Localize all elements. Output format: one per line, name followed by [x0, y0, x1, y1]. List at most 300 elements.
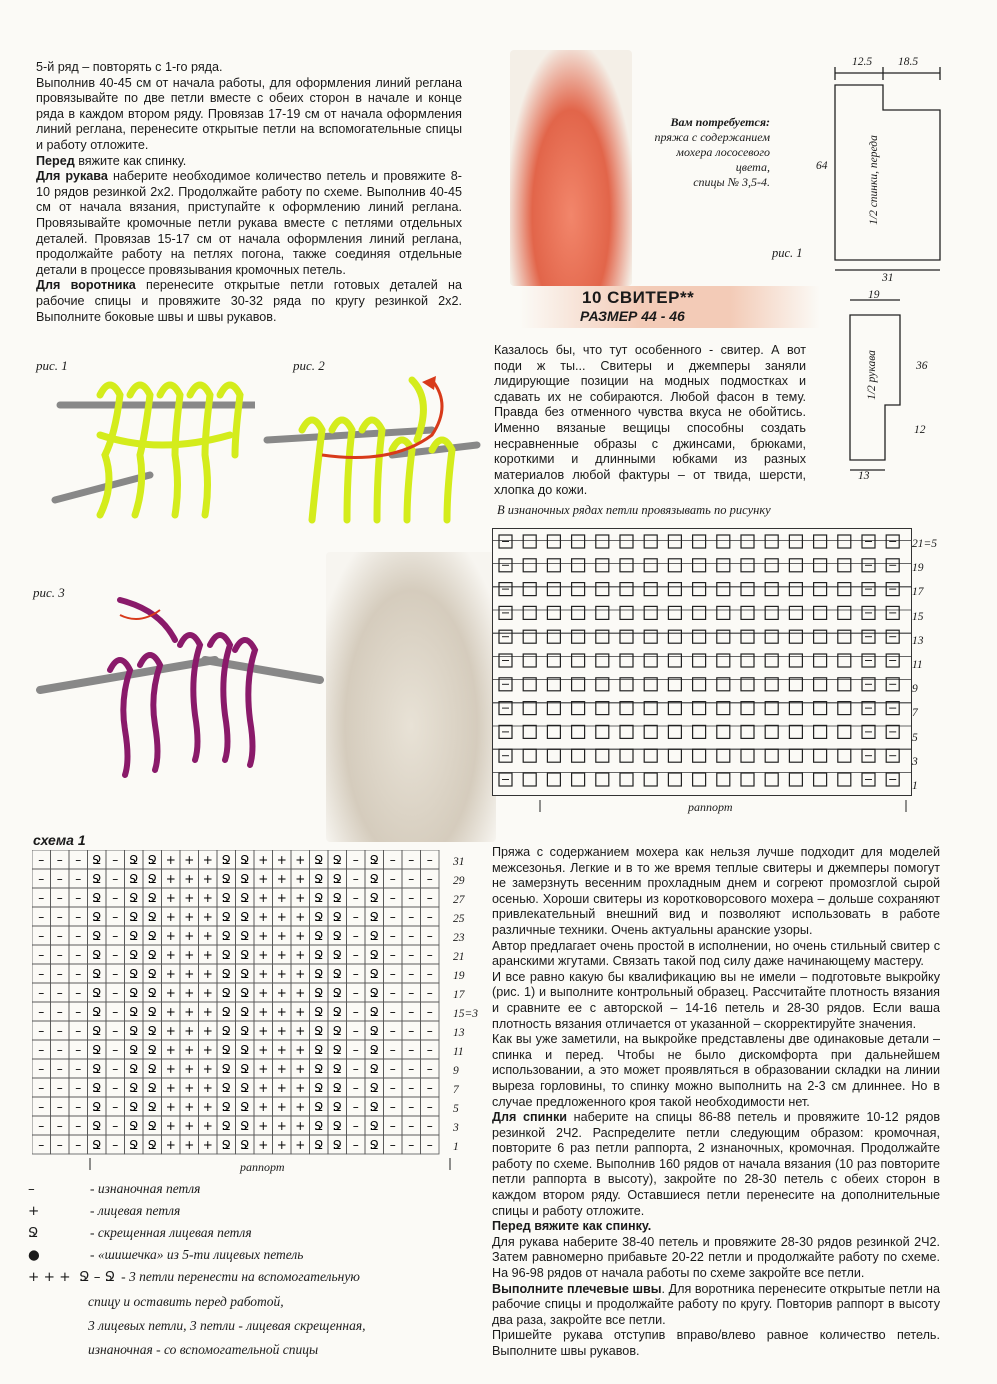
chart1-symbol: Ջ	[221, 853, 231, 867]
chart2-cell	[523, 725, 536, 738]
chart1-symbol: –	[38, 1005, 45, 1019]
chart1-symbol: +	[276, 1005, 287, 1019]
chart1-symbol: +	[165, 1081, 176, 1095]
legend-text: - «шишечка» из 5-ти лицевых петель	[90, 1247, 304, 1262]
chart1-symbol: Ջ	[240, 1062, 250, 1076]
materials-line4: спицы № 3,5-4.	[693, 175, 770, 189]
chart1-symbol: +	[165, 1005, 176, 1019]
chart1-symbol: Ջ	[221, 967, 231, 981]
para-sleeve: Для рукава наберите необходимое количество петель и провяжите 8-10 рядов резинкой 2х2. Продолжайте работу по схеме. Выполнив 40-45 см от начала вязания, приступайте к оформлению линий реглана. Провязывайте кромочные петли рукава вместе с петлями отдельных деталей. Провязав 15-17 см от начала оформления линий реглана, продолжайте работу на петлях погона, также соединяя отдельные детали в процессе провязывания кромочных петель.	[36, 169, 462, 277]
chart1-symbol: –	[352, 1100, 359, 1114]
chart2-cell	[693, 749, 706, 762]
chart2-cell	[838, 583, 851, 596]
chart1-symbol: Ջ	[369, 910, 379, 924]
chart2-cell	[741, 654, 754, 667]
chart2-cell	[572, 583, 585, 596]
chart1-symbol: +	[165, 1138, 176, 1152]
chart2-cell	[572, 678, 585, 691]
chart2-cell	[717, 583, 730, 596]
chart1-row-number: 25	[453, 913, 465, 925]
chart1-symbol: –	[408, 1138, 415, 1152]
chart1-symbol: Ջ	[147, 1119, 157, 1133]
chart1-symbol: Ջ	[240, 853, 250, 867]
chart2-cell	[838, 749, 851, 762]
chart2-cell	[572, 535, 585, 548]
chart1-symbol: Ջ	[332, 986, 342, 1000]
chart1-symbol: –	[75, 1062, 82, 1076]
chart1-symbol: –	[426, 986, 433, 1000]
chart1-symbol: Ջ	[332, 1119, 342, 1133]
chart2-cell	[620, 559, 633, 572]
chart1-symbol: Ջ	[221, 872, 231, 886]
chart1-symbol: Ջ	[240, 1138, 250, 1152]
chart2-cell	[596, 583, 609, 596]
chart1-symbol: +	[276, 1024, 287, 1038]
chart1-symbol: +	[184, 853, 195, 867]
sweater-title: 10 СВИТЕР**	[582, 288, 695, 307]
chart1-row-number: 23	[453, 932, 465, 944]
chart1-symbol: Ջ	[129, 910, 139, 924]
chart1-symbol: +	[276, 853, 287, 867]
chart2-cell	[693, 606, 706, 619]
chart2-cell	[789, 583, 802, 596]
chart1-symbol: Ջ	[240, 1043, 250, 1057]
chart1-symbol: +	[276, 1081, 287, 1095]
chart1-symbol: –	[56, 967, 63, 981]
chart1-symbol: –	[112, 910, 119, 924]
chart1-symbol: –	[426, 1005, 433, 1019]
chart1-symbol: –	[426, 1062, 433, 1076]
chart2-cell	[838, 773, 851, 786]
chart1-symbol: +	[165, 891, 176, 905]
chart1-symbol: Ջ	[314, 872, 324, 886]
chart1-symbol: +	[165, 1043, 176, 1057]
chart1-symbol: Ջ	[129, 1062, 139, 1076]
chart1-symbol: +	[295, 853, 306, 867]
pattern-label: 1/2 спинки, переда	[868, 135, 880, 225]
chart2-cell	[620, 535, 633, 548]
chart2-cell	[838, 702, 851, 715]
chart1-symbol: +	[258, 1100, 269, 1114]
chart1-symbol: –	[38, 1138, 45, 1152]
chart2-cell	[814, 583, 827, 596]
chart1-title: схема 1	[33, 832, 86, 848]
chart1-symbol: –	[389, 967, 396, 981]
chart2-cell	[620, 725, 633, 738]
chart2-cell	[789, 630, 802, 643]
chart1-symbol: +	[165, 1024, 176, 1038]
chart1-symbol: Ջ	[240, 929, 250, 943]
chart1-symbol: Ջ	[314, 1043, 324, 1057]
chart2-row-number: 19	[912, 562, 924, 575]
para-mohair: Пряжа с содержанием мохера как нельзя лучше подходит для моделей межсезонья. Легкие и в то же время теплые свитеры и джемперы помогут не замерзнуть весенним прохладным днем и согреют промозглой сырой осенью. Хороши свитеры из коротковорсового мохера – дольше сохраняют привлекательный внешний вид и позволяют использовать в работе различные техники. Очень актуальны аранские узоры.	[492, 845, 940, 937]
chart2-cell	[668, 535, 681, 548]
chart1-symbol: Ջ	[314, 1024, 324, 1038]
para-sleeve-r: Для рукава наберите 38-40 петель и провяжите 28-30 рядов резинкой 2Ч2. Затем равномерно прибавьте 20-22 петли и продолжайте работу по схеме. На 96-98 рядов от начала работы по схеме закройте все петли.	[492, 1234, 940, 1281]
chart1-symbol: +	[202, 910, 213, 924]
chart2-boxes	[495, 532, 909, 794]
chart2-cell	[620, 773, 633, 786]
chart1-symbol: +	[184, 1024, 195, 1038]
chart1-symbol: Ջ	[332, 1100, 342, 1114]
chart1-row-number: 1	[453, 1141, 459, 1153]
chart1-symbol: –	[56, 872, 63, 886]
chart2-cell	[838, 630, 851, 643]
chart1-symbol: +	[184, 872, 195, 886]
chart2-cell	[596, 606, 609, 619]
chart1-symbol: +	[295, 891, 306, 905]
chart1-symbol: Ջ	[129, 891, 139, 905]
chart2-cell	[572, 559, 585, 572]
fig2-illustration	[262, 370, 482, 530]
chart1-symbol: +	[202, 1119, 213, 1133]
chart1-symbol: Ջ	[369, 1119, 379, 1133]
chart2-cell	[572, 702, 585, 715]
chart2-cell	[765, 749, 778, 762]
chart2-cell	[644, 606, 657, 619]
chart2-cell	[741, 630, 754, 643]
chart1-symbol: –	[75, 1100, 82, 1114]
chart2-cell	[547, 606, 560, 619]
pattern-ris: рис. 1	[772, 246, 803, 260]
chart2-row-number: 11	[912, 659, 923, 672]
chart2-cell	[814, 535, 827, 548]
chart1-symbol: +	[258, 1024, 269, 1038]
chart2-cell	[547, 630, 560, 643]
chart1-symbol: –	[112, 1081, 119, 1095]
chart2-cell	[789, 702, 802, 715]
chart1-symbol: –	[56, 1062, 63, 1076]
chart1-symbol: –	[75, 967, 82, 981]
legend-text: - скрещенная лицевая петля	[90, 1225, 252, 1240]
chart1-symbol: +	[276, 1100, 287, 1114]
chart1-symbol: Ջ	[221, 891, 231, 905]
chart1-symbol: +	[184, 891, 195, 905]
chart2-cell	[668, 725, 681, 738]
pattern-body-diagram	[790, 55, 980, 295]
fig3-illustration	[35, 590, 325, 780]
chart2-cell	[572, 773, 585, 786]
para-back: Для спинки наберите на спицы 86-88 петель и провяжите 10-12 рядов резинкой 2Ч2. Распределите петли следующим образом: кромочная, повторите 6 раз петли раппорта, 2 изнаночных, кромочная. Продолжайте работу по схеме. Выполнив 160 рядов от начала вязания (10 раз повторите петли раппорта в высоту), закройте по 28-30 петель с обеих сторон в каждом втором ряду. Оставшиеся петли перенесите на дополнительные спицы и работу отложите.	[492, 1110, 941, 1218]
chart1-symbol: +	[295, 1062, 306, 1076]
legend-cont-1: спицу и оставить перед работой,	[88, 1294, 284, 1309]
chart2-cell	[693, 654, 706, 667]
chart1-symbol: –	[426, 872, 433, 886]
chart1-symbol: Ջ	[369, 929, 379, 943]
chart1-symbol: +	[258, 1138, 269, 1152]
chart2-cell	[693, 702, 706, 715]
chart1-symbol: –	[56, 929, 63, 943]
chart1-symbol: Ջ	[332, 967, 342, 981]
chart1-symbol: +	[295, 1100, 306, 1114]
chart1-symbol: +	[258, 929, 269, 943]
chart2-cell	[547, 559, 560, 572]
chart1-symbol: –	[426, 853, 433, 867]
chart1-symbol: Ջ	[147, 1138, 157, 1152]
chart1-symbol: –	[75, 929, 82, 943]
chart1-symbol: –	[352, 1005, 359, 1019]
chart1-symbol: –	[352, 1119, 359, 1133]
para-collar: Для воротника перенесите открытые петли готовых деталей на рабочие спицы и провяжите 30-32 ряда по кругу резинкой 2х2. Выполните боковые швы и швы рукавов.	[36, 278, 462, 324]
chart1-symbol: –	[389, 929, 396, 943]
chart1-row-number: 9	[453, 1065, 459, 1077]
chart2-cell	[789, 725, 802, 738]
chart1-symbol: +	[295, 967, 306, 981]
chart2-rapport-marks	[535, 798, 915, 814]
chart1-symbol: –	[56, 986, 63, 1000]
chart1-symbol: +	[276, 872, 287, 886]
chart1-symbol: Ջ	[129, 1138, 139, 1152]
chart1-symbol: –	[426, 929, 433, 943]
chart1-symbol: –	[389, 986, 396, 1000]
chart1-symbol: Ջ	[221, 1005, 231, 1019]
chart1-symbol: +	[276, 1119, 287, 1133]
chart2-cell	[838, 725, 851, 738]
chart1-symbol: –	[112, 948, 119, 962]
chart1-symbol: –	[408, 1005, 415, 1019]
chart2-cell	[717, 630, 730, 643]
chart2-cell	[596, 559, 609, 572]
chart1-symbol: +	[202, 986, 213, 1000]
chart1-symbol: Ջ	[369, 1043, 379, 1057]
chart1-symbol: +	[202, 891, 213, 905]
legend-item	[28, 1266, 468, 1288]
chart1-symbol: –	[112, 1024, 119, 1038]
chart1-symbol: –	[408, 872, 415, 886]
chart2-row-number: 5	[912, 731, 918, 744]
chart1-symbol: Ջ	[369, 1024, 379, 1038]
chart1-symbol: –	[426, 1138, 433, 1152]
chart2-cell	[765, 606, 778, 619]
chart1-symbol: Ջ	[314, 910, 324, 924]
chart1-symbol: +	[258, 1081, 269, 1095]
chart1-row-number: 5	[453, 1103, 459, 1115]
chart2-cell	[814, 630, 827, 643]
chart2-cell	[741, 583, 754, 596]
chart1-symbol: Ջ	[92, 1043, 102, 1057]
chart2-cell	[547, 749, 560, 762]
chart2-row-numbers	[912, 532, 937, 798]
chart2-cell	[693, 773, 706, 786]
chart2-cell	[838, 678, 851, 691]
chart1-symbol: Ջ	[147, 891, 157, 905]
chart2-cell	[693, 678, 706, 691]
chart1-symbol: –	[389, 1081, 396, 1095]
fig1-illustration	[40, 375, 255, 535]
chart2-cell	[596, 773, 609, 786]
chart1-symbol: Ջ	[92, 1024, 102, 1038]
chart1-symbol: Ջ	[129, 1005, 139, 1019]
chart1-row-number: 19	[453, 970, 465, 982]
chart2-cell	[523, 654, 536, 667]
chart2-cell	[668, 773, 681, 786]
chart2-cell	[789, 535, 802, 548]
chart1-symbol: Ջ	[129, 1024, 139, 1038]
chart1-symbol: +	[184, 967, 195, 981]
chart2-cell	[765, 725, 778, 738]
chart1-symbol: +	[258, 1119, 269, 1133]
chart1-symbol: +	[184, 1119, 195, 1133]
legend-symbol: + + + Ջ – Ջ	[28, 1269, 116, 1285]
chart1-symbol: –	[56, 1100, 63, 1114]
chart1-symbol: Ջ	[332, 910, 342, 924]
materials-line3: цвета,	[735, 160, 770, 174]
chart1-symbol: +	[184, 948, 195, 962]
chart1-symbol: Ջ	[240, 1100, 250, 1114]
chart1-symbol: –	[408, 910, 415, 924]
chart1-symbol: –	[408, 986, 415, 1000]
chart1-symbol: Ջ	[92, 1005, 102, 1019]
chart1-symbol: +	[202, 1100, 213, 1114]
chart2-cell	[789, 773, 802, 786]
chart1-symbol: –	[408, 891, 415, 905]
chart2-cell	[668, 749, 681, 762]
chart1-symbol: Ջ	[92, 1081, 102, 1095]
chart1-symbol: –	[426, 891, 433, 905]
para-raglan: Выполнив 40-45 см от начала работы, для оформления линий реглана провязывайте по две петли вместе с обеих сторон в начале и конце ряда в каждом втором ряду. Провязав 17-19 см от начала оформления линий реглана, перенесите открытые петли на вспомогательные спицы и работу отложите.	[36, 75, 462, 152]
chart1-symbol: Ջ	[332, 1081, 342, 1095]
chart1-symbol: +	[165, 853, 176, 867]
chart1-row-number: 31	[453, 856, 465, 868]
chart1-symbol: +	[258, 872, 269, 886]
chart2-cell	[620, 678, 633, 691]
chart1-symbol: +	[184, 1100, 195, 1114]
chart2-cell	[547, 725, 560, 738]
chart2-cell	[765, 773, 778, 786]
chart2-cell	[620, 630, 633, 643]
chart1-symbol: –	[389, 910, 396, 924]
chart1-symbol: Ջ	[369, 1081, 379, 1095]
chart2-row-number: 17	[912, 586, 924, 599]
chart1-symbol: Ջ	[221, 1062, 231, 1076]
chart1-symbol: Ջ	[332, 891, 342, 905]
chart2-cell	[741, 773, 754, 786]
chart1-symbol: +	[165, 910, 176, 924]
chart1-symbol: Ջ	[240, 948, 250, 962]
chart1-symbol: +	[184, 929, 195, 943]
chart1-symbol: +	[202, 872, 213, 886]
chart1-symbol: –	[389, 1062, 396, 1076]
chart1-symbol: Ջ	[332, 872, 342, 886]
chart2-cell	[523, 773, 536, 786]
chart1-row-number: 15=3	[453, 1008, 479, 1020]
chart1-symbol: Ջ	[314, 853, 324, 867]
chart1-symbol: Ջ	[314, 948, 324, 962]
chart1-symbol: Ջ	[147, 1024, 157, 1038]
chart1-symbol: +	[165, 948, 176, 962]
chart2-cell	[644, 725, 657, 738]
pattern-top-w1: 12.5	[852, 56, 873, 68]
chart1-symbol: –	[352, 872, 359, 886]
right-bottom-text	[492, 845, 940, 1360]
chart1-symbol: –	[56, 1138, 63, 1152]
chart1-symbol: Ջ	[129, 929, 139, 943]
legend-item	[28, 1222, 468, 1244]
chart1-symbol: Ջ	[369, 872, 379, 886]
chart1-symbol: Ջ	[221, 1119, 231, 1133]
chart1-symbol: Ջ	[221, 1043, 231, 1057]
chart2-cell	[523, 583, 536, 596]
chart1-symbol: +	[276, 910, 287, 924]
chart1-symbol: Ջ	[92, 853, 102, 867]
materials-line2: мохера лососевого	[676, 145, 770, 159]
chart1-symbol: –	[56, 1043, 63, 1057]
chart2-cell	[789, 606, 802, 619]
legend-text: - лицевая петля	[90, 1203, 181, 1218]
chart1-symbol: Ջ	[92, 891, 102, 905]
chart2-cell	[596, 630, 609, 643]
chart1-symbol: –	[112, 1005, 119, 1019]
chart1-symbol: –	[352, 967, 359, 981]
chart1-symbol: +	[258, 1062, 269, 1076]
chart1-symbol: +	[165, 986, 176, 1000]
legend-item	[28, 1244, 468, 1266]
chart1-symbol: +	[202, 853, 213, 867]
chart1-symbol: –	[75, 948, 82, 962]
chart1-symbol: +	[202, 967, 213, 981]
chart2-cell	[668, 606, 681, 619]
chart1-symbol: Ջ	[332, 1005, 342, 1019]
chart1-symbol: Ջ	[147, 1062, 157, 1076]
chart1-row-numbers	[453, 853, 478, 1157]
chart2-cell	[572, 654, 585, 667]
chart1-symbol: –	[56, 1005, 63, 1019]
chart2-cell	[717, 725, 730, 738]
chart1-symbol: –	[38, 948, 45, 962]
chart1-symbol: –	[426, 967, 433, 981]
chart1-grid	[32, 850, 452, 1160]
chart1-symbol: –	[389, 872, 396, 886]
chart1-symbol: –	[75, 872, 82, 886]
chart2-cell	[814, 702, 827, 715]
chart1-symbol: Ջ	[147, 872, 157, 886]
chart1-symbol: –	[112, 1043, 119, 1057]
pattern-top-w2: 18.5	[898, 56, 919, 68]
chart1-symbol: Ջ	[129, 872, 139, 886]
chart1-symbol: –	[408, 1081, 415, 1095]
chart1-symbol: –	[112, 986, 119, 1000]
chart2-cell	[717, 535, 730, 548]
chart2-cell	[644, 678, 657, 691]
chart1-symbol: Ջ	[129, 948, 139, 962]
chart1-symbol: –	[75, 1119, 82, 1133]
chart1-symbol: +	[276, 1062, 287, 1076]
chart2-cell	[717, 678, 730, 691]
chart2-row-number: 9	[912, 683, 918, 696]
chart1-row-number: 21	[453, 951, 465, 963]
chart1-symbol: –	[426, 1081, 433, 1095]
chart1-symbol: Ջ	[129, 1119, 139, 1133]
chart1-symbol: Ջ	[240, 1024, 250, 1038]
chart2-cell	[523, 535, 536, 548]
intro-text: Казалось бы, что тут особенного - свитер. А вот поди ж ты... Свитеры и джемперы заняли лидирующие позиции на модных подмостках и сдавать их не собираются. Любой фасон в тему. Правда без отменного чувства вкуса не обойтись. Именно вязаные вещицы способны создать несравненные образы с джинсами, брюками, короткими и длинными юбками из разных материалов любой фактуры – от твида, шерсти, хлопка до кожи.	[494, 343, 806, 498]
chart2-cell	[838, 654, 851, 667]
chart1-symbol: Ջ	[240, 1005, 250, 1019]
chart1-symbol: –	[352, 910, 359, 924]
chart1-symbol: +	[276, 967, 287, 981]
para-gauge: И все равно какую бы квалификацию вы не имели – подготовьте выкройку (рис. 1) и выполните контрольный образец. Рассчитайте плотность вязания и сравните ее с авторской – 14-16 петель и 28-30 рядов. Если ваша плотность вязания отличается от указанной – скорректируйте значения.	[492, 969, 940, 1031]
chart2-cell	[814, 654, 827, 667]
chart2-cell	[693, 535, 706, 548]
chart1-symbol: Ջ	[314, 1081, 324, 1095]
sleeve-bottom: 13	[858, 470, 870, 482]
chart1-symbol: –	[56, 948, 63, 962]
chart1-symbol: Ջ	[369, 1005, 379, 1019]
chart2-row-number: 1	[912, 780, 918, 793]
chart2-cell	[572, 630, 585, 643]
chart2-cell	[838, 559, 851, 572]
chart1-symbol: Ջ	[147, 853, 157, 867]
